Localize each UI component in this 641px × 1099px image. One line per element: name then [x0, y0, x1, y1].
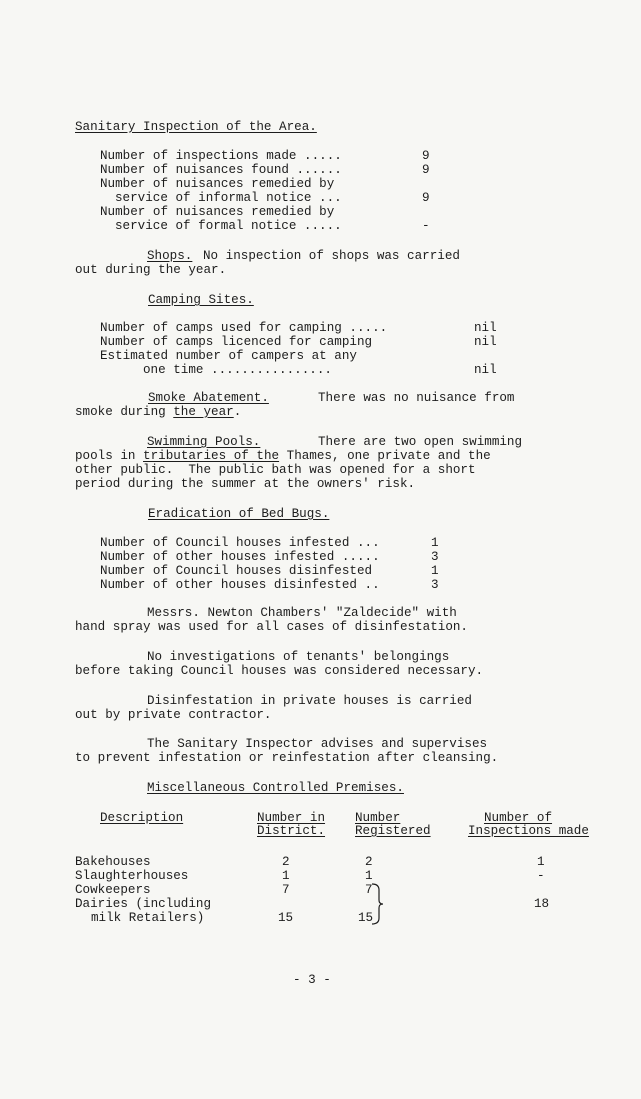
table-cell-district: 2: [282, 855, 290, 869]
sanitary-row-label: service of informal notice ...: [115, 191, 342, 205]
bedbugs-paragraph: No investigations of tenants' belongings: [147, 650, 450, 664]
table-cell-district: 1: [282, 869, 290, 883]
table-cell-registered: 1: [365, 869, 373, 883]
camping-row-value: nil: [474, 335, 497, 349]
shops-text: out during the year.: [75, 263, 227, 277]
camping-row-label: Number of camps licenced for camping: [100, 335, 373, 349]
column-header-description: Description: [100, 811, 184, 825]
column-header-registered: Number: [355, 811, 401, 825]
section-heading-bed-bugs: Eradication of Bed Bugs.: [148, 507, 330, 521]
column-header-district: Number in: [257, 811, 326, 825]
column-header-inspections: Inspections made: [468, 824, 589, 838]
table-cell-district: 7: [282, 883, 290, 897]
section-heading-sanitary-inspection: Sanitary Inspection of the Area.: [75, 120, 317, 134]
sanitary-row-label: Number of nuisances found ......: [100, 163, 342, 177]
page-number: - 3 -: [293, 973, 331, 987]
camping-row-label: Number of camps used for camping .....: [100, 321, 388, 335]
table-cell-description: Cowkeepers: [75, 883, 151, 897]
table-cell-description: milk Retailers): [91, 911, 205, 925]
sanitary-row-value: 9: [422, 149, 430, 163]
sanitary-row-label: Number of nuisances remedied by: [100, 177, 335, 191]
bedbugs-row-value: 3: [431, 550, 439, 564]
bedbugs-row-label: Number of Council houses disinfested: [100, 564, 373, 578]
column-header-inspections: Number of: [484, 811, 553, 825]
column-header-district: District.: [257, 824, 326, 838]
table-cell-registered: 2: [365, 855, 373, 869]
camping-row-value: nil: [474, 363, 497, 377]
bedbugs-paragraph: Messrs. Newton Chambers' "Zaldecide" with: [147, 606, 457, 620]
table-cell-description: Bakehouses: [75, 855, 151, 869]
section-heading-camping-sites: Camping Sites.: [148, 293, 254, 307]
camping-row-label: one time ................: [143, 363, 332, 377]
table-cell-description: Slaughterhouses: [75, 869, 189, 883]
section-heading-swimming-pools: Swimming Pools.: [147, 435, 261, 449]
bedbugs-row-value: 3: [431, 578, 439, 592]
sanitary-row-value: -: [422, 219, 430, 233]
swimming-text: period during the summer at the owners' risk.: [75, 477, 416, 491]
section-heading-shops: Shops.: [147, 249, 193, 263]
bedbugs-row-label: Number of other houses infested .....: [100, 550, 380, 564]
table-cell-description: Dairies (including: [75, 897, 212, 911]
swimming-text: There are two open swimming: [318, 435, 523, 449]
bedbugs-paragraph: to prevent infestation or reinfestation after cleansing.: [75, 751, 499, 765]
sanitary-row-value: 9: [422, 163, 430, 177]
shops-text: No inspection of shops was carried: [203, 249, 460, 263]
camping-row-label: Estimated number of campers at any: [100, 349, 357, 363]
column-header-registered: Registered: [355, 824, 431, 838]
bedbugs-paragraph: hand spray was used for all cases of disinfestation.: [75, 620, 468, 634]
sanitary-row-label: Number of inspections made .....: [100, 149, 342, 163]
bedbugs-paragraph: Disinfestation in private houses is carried: [147, 694, 472, 708]
table-cell-inspections: 1: [537, 855, 545, 869]
sanitary-row-label: Number of nuisances remedied by: [100, 205, 335, 219]
table-cell-inspections: -: [537, 869, 545, 883]
bedbugs-row-value: 1: [431, 564, 439, 578]
smoke-text: smoke during the year.: [75, 405, 242, 419]
section-heading-smoke-abatement: Smoke Abatement.: [148, 391, 269, 405]
bedbugs-row-label: Number of other houses disinfested ..: [100, 578, 380, 592]
swimming-text: pools in tributaries of the Thames, one private and the: [75, 449, 491, 463]
table-cell-inspections: 18: [534, 897, 550, 911]
bedbugs-row-value: 1: [431, 536, 439, 550]
section-heading-misc-premises: Miscellaneous Controlled Premises.: [147, 781, 404, 795]
table-cell-district: 15: [278, 911, 294, 925]
sanitary-row-value: 9: [422, 191, 430, 205]
bedbugs-row-label: Number of Council houses infested ...: [100, 536, 380, 550]
camping-row-value: nil: [474, 321, 497, 335]
swimming-text: other public. The public bath was opened for a short: [75, 463, 476, 477]
smoke-text: There was no nuisance from: [318, 391, 515, 405]
table-cell-registered: 7: [365, 883, 373, 897]
table-cell-registered: 15: [358, 911, 374, 925]
bedbugs-paragraph: out by private contractor.: [75, 708, 272, 722]
sanitary-row-label: service of formal notice .....: [115, 219, 342, 233]
grouping-brace: [370, 882, 384, 926]
bedbugs-paragraph: before taking Council houses was considered necessary.: [75, 664, 484, 678]
bedbugs-paragraph: The Sanitary Inspector advises and supervises: [147, 737, 488, 751]
